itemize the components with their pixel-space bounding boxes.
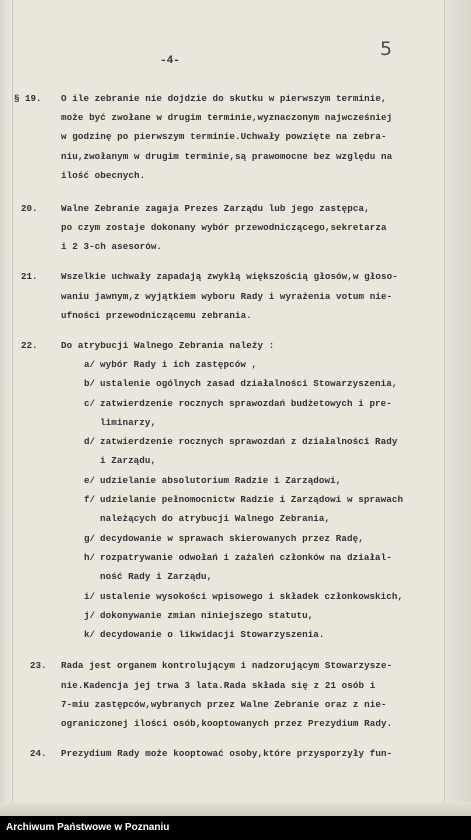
text-line: Rada jest organem kontrolującym i nadzorującym Stowarzysze- [61, 660, 393, 671]
text-line: waniu jawnym,z wyjątkiem wyboru Rady i wyrażenia votum nie- [61, 291, 393, 302]
text-line: Prezydium Rady może kooptować osoby,które przysporzyły fun- [61, 748, 393, 759]
list-item-label: e/ [84, 475, 96, 486]
list-item-text: rozpatrywanie odwołań i zażaleń członków na działal- [100, 552, 392, 563]
paragraph-number: 22. [21, 340, 38, 351]
paragraph-number: 21. [21, 271, 38, 282]
paragraph-number: 24. [30, 748, 47, 759]
list-item-label: b/ [84, 378, 96, 389]
list-item-text: dokonywanie zmian niniejszego statutu, [100, 610, 314, 621]
list-item-label: c/ [84, 398, 96, 409]
text-line: Walne Zebranie zagaja Prezes Zarządu lub jego zastępca, [61, 203, 370, 214]
list-item-label: j/ [84, 610, 96, 621]
paragraph-number: 20. [21, 203, 38, 214]
list-item-text: zatwierdzenie rocznych sprawozdań budżetowych i pre- [100, 398, 392, 409]
text-line: nie.Kadencja jej trwa 3 lata.Rada składa się z 21 osób i [61, 680, 376, 691]
text-line: Do atrybucji Walnego Zebrania należy : [61, 340, 275, 351]
binding-margin [0, 0, 13, 816]
text-line: może być zwołane w drugim terminie,wyznaczonym najwcześniej [61, 112, 393, 123]
paragraph-number: § 19. [14, 93, 42, 104]
list-item-text: ustalenie ogólnych zasad działalności Stowarzyszenia, [100, 378, 398, 389]
list-item-label: g/ [84, 533, 96, 544]
text-line: ilość obecnych. [61, 170, 146, 181]
text-line: i 2 3-ch asesorów. [61, 241, 163, 252]
handwritten-page-number: 5 [380, 38, 393, 60]
page-bottom-edge [0, 802, 471, 816]
list-item-label: i/ [84, 591, 96, 602]
list-item-label: d/ [84, 436, 96, 447]
archive-footer: Archiwum Państwowe w Poznaniu [0, 816, 471, 840]
list-item-text: należących do atrybucji Walnego Zebrania, [100, 513, 331, 524]
list-item-text: wybór Rady i ich zastępców , [100, 359, 258, 370]
list-item-text: decydowanie w sprawach skierowanych przez Radę, [100, 533, 364, 544]
list-item-text: i Zarządu, [100, 455, 157, 466]
text-line: 7-miu zastępców,wybranych przez Walne Zebranie oraz z nie- [61, 699, 387, 710]
page-edge [444, 0, 471, 816]
list-item-text: ustalenie wysokości wpisowego i składek członkowskich, [100, 591, 404, 602]
list-item-text: ność Rady i Zarządu, [100, 571, 213, 582]
list-item-text: udzielanie absolutorium Radzie i Zarządowi, [100, 475, 342, 486]
text-line: niu,zwołanym w drugim terminie,są prawomocne bez względu na [61, 151, 393, 162]
text-line: po czym zostaje dokonany wybór przewodniczącego,sekretarza [61, 222, 387, 233]
list-item-label: h/ [84, 552, 96, 563]
list-item-label: f/ [84, 494, 96, 505]
list-item-text: udzielanie pełnomocnictw Radzie i Zarządowi w sprawach [100, 494, 404, 505]
list-item-label: k/ [84, 629, 96, 640]
text-line: w godzinę po pierwszym terminie.Uchwały powzięte na zebra- [61, 131, 387, 142]
list-item-label: a/ [84, 359, 96, 370]
list-item-text: liminarzy, [100, 417, 157, 428]
list-item-text: zatwierdzenie rocznych sprawozdań z działalności Rady [100, 436, 398, 447]
page-number: -4- [160, 55, 180, 67]
text-line: Wszelkie uchwały zapadają zwykłą większością głosów,w głoso- [61, 271, 398, 282]
text-line: ograniczonej ilości osób,kooptowanych przez Prezydium Rady. [61, 718, 393, 729]
list-item-text: decydowanie o likwidacji Stowarzyszenia. [100, 629, 325, 640]
text-line: ufności przewodniczącemu zebrania. [61, 310, 252, 321]
paragraph-number: 23. [30, 660, 47, 671]
text-line: O ile zebranie nie dojdzie do skutku w pierwszym terminie, [61, 93, 387, 104]
